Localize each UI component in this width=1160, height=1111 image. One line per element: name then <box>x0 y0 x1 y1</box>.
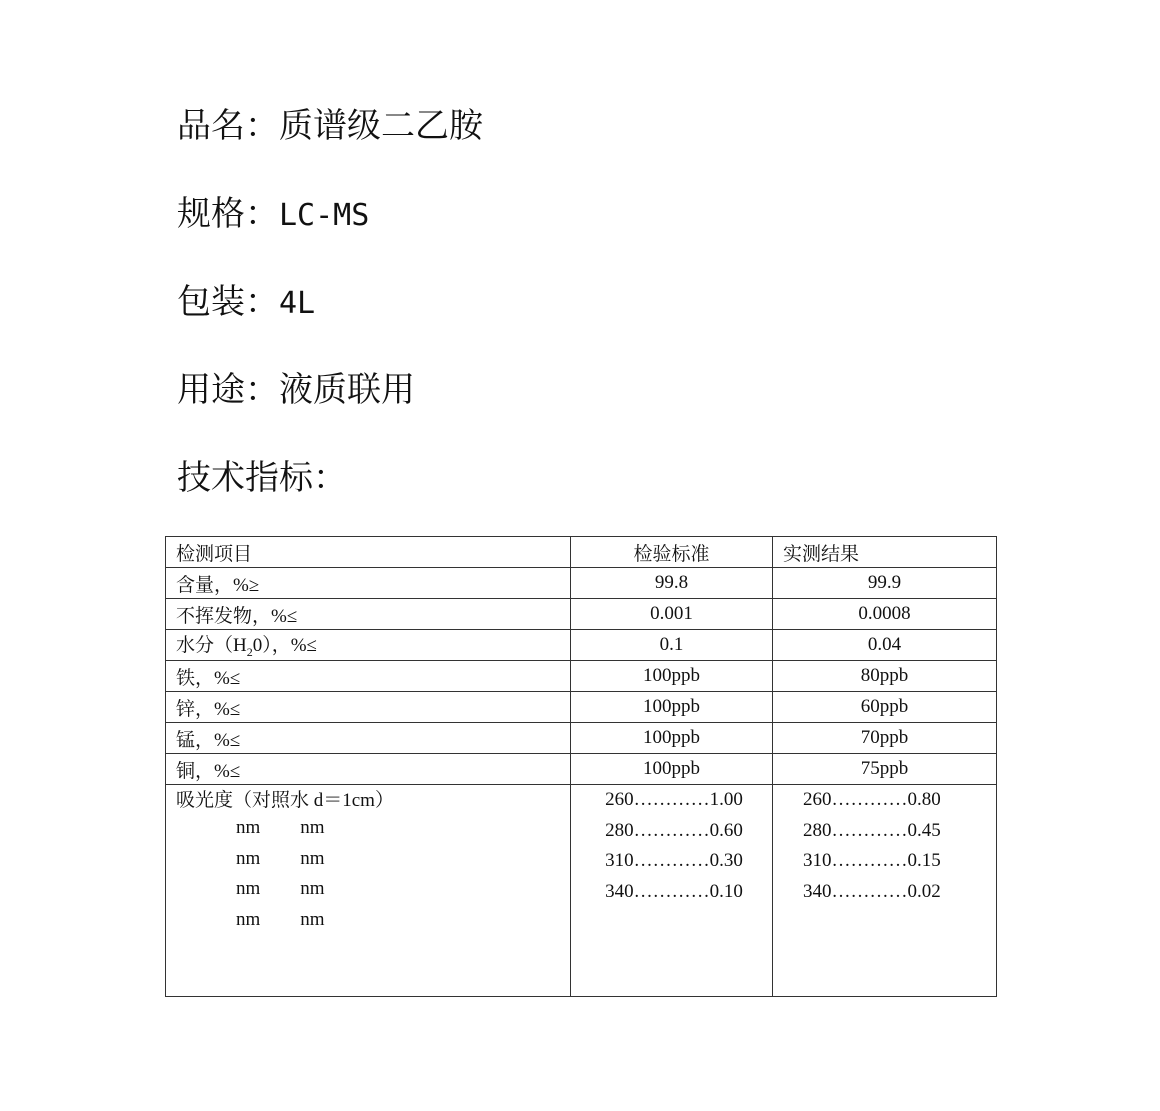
product-use-line <box>177 370 415 410</box>
row-item: 铁，%≤ <box>166 661 571 692</box>
unit-label: nm <box>236 908 261 930</box>
absorbance-standard-value: 310…………0.30 <box>605 850 743 871</box>
row-result: 0.0008 <box>773 599 997 630</box>
absorbance-unit-row <box>176 874 570 905</box>
table-row <box>166 723 997 754</box>
product-name-value: 质谱级二乙胺 <box>279 106 483 146</box>
row-item <box>166 630 571 661</box>
absorbance-standard-cell <box>571 785 773 997</box>
absorbance-row <box>166 785 997 997</box>
absorbance-result-value: 260…………0.80 <box>803 789 941 810</box>
unit-label: nm <box>236 847 261 869</box>
table-header-row <box>166 537 997 568</box>
row-standard: 0.001 <box>571 599 773 630</box>
absorbance-standard-value: 280…………0.60 <box>605 819 743 841</box>
row-result: 70ppb <box>773 723 997 754</box>
tech-spec-heading <box>177 458 347 498</box>
absorbance-title: 吸光度（对照水 d＝1cm） <box>176 790 394 811</box>
header-standard: 检验标准 <box>571 537 773 568</box>
product-package-value: 4L <box>279 286 316 321</box>
row-item-prefix: 水分（H <box>176 635 247 657</box>
absorbance-unit-row <box>176 844 570 875</box>
table-row <box>166 568 997 599</box>
row-result: 75ppb <box>773 754 997 785</box>
product-package-label: 包装： <box>177 282 279 322</box>
unit-label: nm <box>300 908 325 930</box>
row-result: 80ppb <box>773 661 997 692</box>
unit-label: nm <box>300 847 325 869</box>
absorbance-result-value: 280…………0.45 <box>803 819 941 841</box>
absorbance-item-cell <box>166 785 571 997</box>
row-item: 铜，%≤ <box>166 754 571 785</box>
absorbance-result-cell <box>773 785 997 997</box>
row-standard: 99.8 <box>571 568 773 599</box>
unit-label: nm <box>300 878 325 899</box>
product-spec-label: 规格： <box>177 194 279 234</box>
row-standard: 0.1 <box>571 630 773 661</box>
row-item-subscript: 2 <box>246 644 253 659</box>
absorbance-standard-value: 340…………0.10 <box>605 880 743 902</box>
table-row <box>166 599 997 630</box>
unit-label: nm <box>300 817 325 838</box>
absorbance-standard-value: 260…………1.00 <box>605 789 743 810</box>
row-result: 60ppb <box>773 692 997 723</box>
row-item: 锌，%≤ <box>166 692 571 723</box>
table-row <box>166 630 997 661</box>
row-result: 99.9 <box>773 568 997 599</box>
absorbance-unit-row <box>176 905 570 936</box>
header-item: 检测项目 <box>166 537 571 568</box>
row-item: 含量，%≥ <box>166 568 571 599</box>
table-row <box>166 692 997 723</box>
product-name-label: 品名： <box>177 106 279 146</box>
product-use-value: 液质联用 <box>279 370 415 410</box>
absorbance-result-value: 340…………0.02 <box>803 880 941 902</box>
unit-label: nm <box>236 878 261 899</box>
absorbance-result-value: 310…………0.15 <box>803 850 941 871</box>
product-name-line <box>177 106 483 146</box>
row-standard: 100ppb <box>571 723 773 754</box>
product-use-label: 用途： <box>177 370 279 410</box>
header-result: 实测结果 <box>773 537 997 568</box>
product-package-line <box>177 282 315 324</box>
row-standard: 100ppb <box>571 661 773 692</box>
row-item-suffix: 0），%≤ <box>252 635 317 657</box>
row-item: 锰，%≤ <box>166 723 571 754</box>
row-standard: 100ppb <box>571 754 773 785</box>
spec-table <box>165 536 997 997</box>
row-standard: 100ppb <box>571 692 773 723</box>
table-row <box>166 754 997 785</box>
absorbance-unit-row <box>176 813 570 844</box>
unit-label: nm <box>236 817 261 838</box>
product-spec-value: LC-MS <box>279 198 370 233</box>
tech-spec-label: 技术指标： <box>177 458 347 498</box>
row-item: 不挥发物，%≤ <box>166 599 571 630</box>
product-spec-line <box>177 194 369 236</box>
row-result: 0.04 <box>773 630 997 661</box>
table-row <box>166 661 997 692</box>
